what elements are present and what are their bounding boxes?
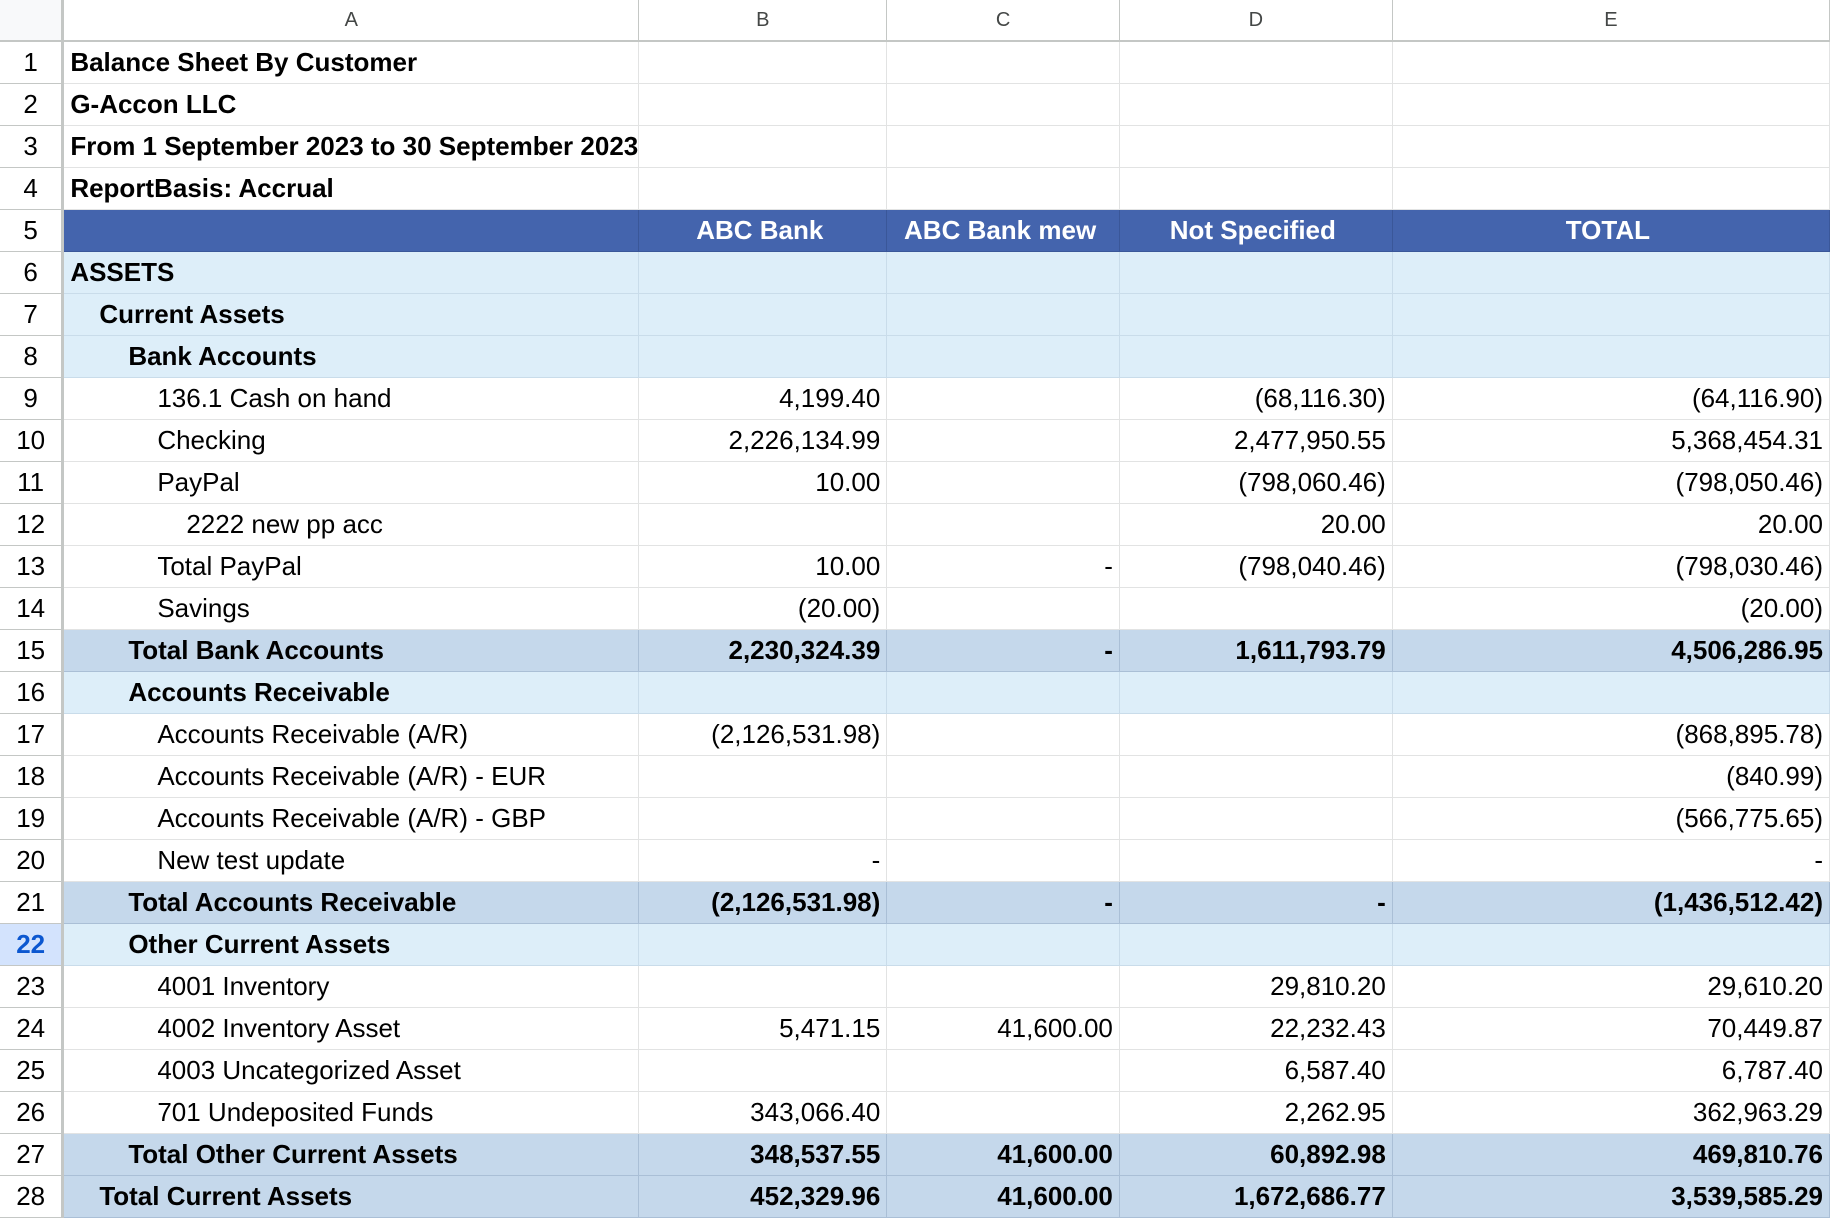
row-label-cell[interactable]: PayPal [63, 461, 639, 503]
table-row [0, 671, 1830, 713]
value-cell[interactable]: (2,126,531.98) [639, 881, 887, 923]
value-cell[interactable]: 4,199.40 [639, 377, 887, 419]
row-label-cell[interactable]: Bank Accounts [63, 335, 639, 377]
value-cell[interactable]: 1,672,686.77 [1119, 1175, 1392, 1217]
value-cell[interactable]: 70,449.87 [1392, 1007, 1829, 1049]
value-cell[interactable]: 29,610.20 [1392, 965, 1829, 1007]
row-label-cell[interactable]: Total Bank Accounts [63, 629, 639, 671]
table-row [0, 1091, 1830, 1133]
table-row [0, 839, 1830, 881]
value-cell[interactable] [639, 671, 887, 713]
value-cell[interactable] [887, 293, 1120, 335]
row-header[interactable]: 8 [0, 335, 63, 377]
value-cell[interactable]: (1,436,512.42) [1392, 881, 1829, 923]
row-label-cell[interactable]: Savings [63, 587, 639, 629]
value-cell[interactable]: Not Specified [1119, 209, 1392, 251]
value-cell[interactable] [639, 755, 887, 797]
value-cell[interactable] [639, 923, 887, 965]
row-header[interactable]: 11 [0, 461, 63, 503]
table-row [0, 1133, 1830, 1175]
row-label-cell[interactable]: Total Accounts Receivable [63, 881, 639, 923]
value-cell[interactable] [887, 83, 1120, 125]
table-row [0, 797, 1830, 839]
value-cell[interactable] [1392, 125, 1829, 167]
value-cell[interactable]: - [887, 545, 1120, 587]
value-cell[interactable]: 20.00 [1392, 503, 1829, 545]
value-cell[interactable] [887, 587, 1120, 629]
value-cell[interactable] [1392, 335, 1829, 377]
value-cell[interactable] [887, 377, 1120, 419]
value-cell[interactable] [1119, 41, 1392, 83]
column-header-row [0, 0, 1830, 41]
value-cell[interactable]: 5,368,454.31 [1392, 419, 1829, 461]
table-row [0, 125, 1830, 167]
table-row [0, 755, 1830, 797]
value-cell[interactable] [1119, 839, 1392, 881]
row-header[interactable]: 28 [0, 1175, 63, 1217]
value-cell[interactable]: - [639, 839, 887, 881]
value-cell[interactable]: 2,230,324.39 [639, 629, 887, 671]
column-header[interactable]: D [1119, 0, 1392, 41]
value-cell[interactable] [887, 503, 1120, 545]
row-header[interactable]: 16 [0, 671, 63, 713]
value-cell[interactable]: (798,040.46) [1119, 545, 1392, 587]
row-header[interactable]: 26 [0, 1091, 63, 1133]
row-header[interactable]: 5 [0, 209, 63, 251]
value-cell[interactable] [1392, 83, 1829, 125]
row-label-cell[interactable] [63, 209, 639, 251]
value-cell[interactable]: 362,963.29 [1392, 1091, 1829, 1133]
row-header[interactable]: 23 [0, 965, 63, 1007]
row-header[interactable]: 22 [0, 923, 63, 965]
value-cell[interactable] [639, 251, 887, 293]
value-cell[interactable] [887, 797, 1120, 839]
value-cell[interactable] [639, 41, 887, 83]
value-cell[interactable] [1119, 251, 1392, 293]
value-cell[interactable]: (798,050.46) [1392, 461, 1829, 503]
value-cell[interactable]: 2,226,134.99 [639, 419, 887, 461]
row-label-cell[interactable]: ASSETS [63, 251, 639, 293]
value-cell[interactable] [1119, 335, 1392, 377]
value-cell[interactable] [887, 335, 1120, 377]
table-row [0, 545, 1830, 587]
value-cell[interactable] [887, 839, 1120, 881]
value-cell[interactable] [639, 125, 887, 167]
value-cell[interactable] [887, 1049, 1120, 1091]
value-cell[interactable] [1119, 671, 1392, 713]
value-cell[interactable]: 469,810.76 [1392, 1133, 1829, 1175]
table-row [0, 41, 1830, 83]
row-label-cell[interactable]: Accounts Receivable (A/R) - EUR [63, 755, 639, 797]
value-cell[interactable]: 10.00 [639, 545, 887, 587]
row-label-cell[interactable]: Total Other Current Assets [63, 1133, 639, 1175]
value-cell[interactable]: 1,611,793.79 [1119, 629, 1392, 671]
value-cell[interactable] [1119, 755, 1392, 797]
value-cell[interactable] [1119, 125, 1392, 167]
row-header[interactable]: 12 [0, 503, 63, 545]
row-label-cell[interactable]: G-Accon LLC [63, 83, 639, 125]
table-row [0, 251, 1830, 293]
column-header[interactable]: E [1392, 0, 1829, 41]
row-label-cell[interactable]: 4001 Inventory [63, 965, 639, 1007]
value-cell[interactable]: (20.00) [639, 587, 887, 629]
row-header[interactable]: 17 [0, 713, 63, 755]
table-row [0, 923, 1830, 965]
row-header[interactable]: 3 [0, 125, 63, 167]
table-row [0, 335, 1830, 377]
value-cell[interactable] [887, 755, 1120, 797]
value-cell[interactable] [1119, 587, 1392, 629]
value-cell[interactable] [1119, 83, 1392, 125]
value-cell[interactable]: (64,116.90) [1392, 377, 1829, 419]
value-cell[interactable]: 29,810.20 [1119, 965, 1392, 1007]
value-cell[interactable]: (566,775.65) [1392, 797, 1829, 839]
table-row [0, 1049, 1830, 1091]
value-cell[interactable]: 3,539,585.29 [1392, 1175, 1829, 1217]
row-header[interactable]: 20 [0, 839, 63, 881]
table-row [0, 629, 1830, 671]
value-cell[interactable] [639, 83, 887, 125]
value-cell[interactable] [887, 923, 1120, 965]
row-label-cell[interactable]: From 1 September 2023 to 30 September 2023 [63, 125, 639, 167]
row-label-cell[interactable]: Balance Sheet By Customer [63, 41, 639, 83]
row-label-cell[interactable]: Accounts Receivable (A/R) - GBP [63, 797, 639, 839]
row-label-cell[interactable]: New test update [63, 839, 639, 881]
select-all-corner[interactable] [0, 0, 63, 41]
value-cell[interactable]: 452,329.96 [639, 1175, 887, 1217]
table-row [0, 461, 1830, 503]
value-cell[interactable]: (20.00) [1392, 587, 1829, 629]
row-header[interactable]: 24 [0, 1007, 63, 1049]
value-cell[interactable] [1119, 293, 1392, 335]
row-label-cell[interactable]: Other Current Assets [63, 923, 639, 965]
value-cell[interactable]: 348,537.55 [639, 1133, 887, 1175]
value-cell[interactable] [639, 1049, 887, 1091]
table-row [0, 965, 1830, 1007]
value-cell[interactable]: ABC Bank [639, 209, 887, 251]
table-row [0, 83, 1830, 125]
value-cell[interactable] [1392, 167, 1829, 209]
value-cell[interactable]: 22,232.43 [1119, 1007, 1392, 1049]
value-cell[interactable] [639, 167, 887, 209]
table-row [0, 881, 1830, 923]
table-row [0, 167, 1830, 209]
row-label-cell[interactable]: ReportBasis: Accrual [63, 167, 639, 209]
value-cell[interactable] [887, 251, 1120, 293]
value-cell[interactable]: 2,262.95 [1119, 1091, 1392, 1133]
value-cell[interactable]: 6,787.40 [1392, 1049, 1829, 1091]
column-header[interactable]: A [63, 0, 639, 41]
value-cell[interactable]: 41,600.00 [887, 1175, 1120, 1217]
value-cell[interactable]: (868,895.78) [1392, 713, 1829, 755]
value-cell[interactable] [639, 503, 887, 545]
row-label-cell[interactable]: 2222 new pp acc [63, 503, 639, 545]
value-cell[interactable] [1392, 41, 1829, 83]
value-cell[interactable] [887, 41, 1120, 83]
value-cell[interactable] [639, 965, 887, 1007]
row-header[interactable]: 18 [0, 755, 63, 797]
table-row [0, 1007, 1830, 1049]
row-label-cell[interactable]: 701 Undeposited Funds [63, 1091, 639, 1133]
value-cell[interactable]: (798,060.46) [1119, 461, 1392, 503]
row-label-cell[interactable]: Accounts Receivable [63, 671, 639, 713]
row-header[interactable]: 15 [0, 629, 63, 671]
value-cell[interactable] [639, 293, 887, 335]
value-cell[interactable] [1119, 167, 1392, 209]
column-header[interactable]: C [887, 0, 1120, 41]
value-cell[interactable]: 60,892.98 [1119, 1133, 1392, 1175]
value-cell[interactable] [887, 713, 1120, 755]
value-cell[interactable] [1119, 713, 1392, 755]
value-cell[interactable]: - [887, 629, 1120, 671]
row-label-cell[interactable]: 136.1 Cash on hand [63, 377, 639, 419]
table-row [0, 587, 1830, 629]
row-header[interactable]: 14 [0, 587, 63, 629]
value-cell[interactable]: - [1119, 881, 1392, 923]
row-label-cell[interactable]: 4003 Uncategorized Asset [63, 1049, 639, 1091]
value-cell[interactable] [887, 671, 1120, 713]
value-cell[interactable]: ABC Bank mew [887, 209, 1120, 251]
row-header[interactable]: 21 [0, 881, 63, 923]
value-cell[interactable]: - [1392, 839, 1829, 881]
value-cell[interactable]: (68,116.30) [1119, 377, 1392, 419]
value-cell[interactable]: (2,126,531.98) [639, 713, 887, 755]
row-header[interactable]: 13 [0, 545, 63, 587]
row-header[interactable]: 7 [0, 293, 63, 335]
row-header[interactable]: 4 [0, 167, 63, 209]
column-header[interactable]: B [639, 0, 887, 41]
row-header[interactable]: 25 [0, 1049, 63, 1091]
value-cell[interactable]: 10.00 [639, 461, 887, 503]
value-cell[interactable]: 5,471.15 [639, 1007, 887, 1049]
row-header[interactable]: 9 [0, 377, 63, 419]
row-header[interactable]: 19 [0, 797, 63, 839]
table-row [0, 419, 1830, 461]
value-cell[interactable] [887, 965, 1120, 1007]
row-label-cell[interactable]: Total Current Assets [63, 1175, 639, 1217]
row-label-cell[interactable]: Checking [63, 419, 639, 461]
value-cell[interactable]: 2,477,950.55 [1119, 419, 1392, 461]
row-label-cell[interactable]: 4002 Inventory Asset [63, 1007, 639, 1049]
value-cell[interactable] [887, 167, 1120, 209]
value-cell[interactable]: 20.00 [1119, 503, 1392, 545]
value-cell[interactable] [639, 335, 887, 377]
table-row [0, 713, 1830, 755]
value-cell[interactable] [639, 797, 887, 839]
table-row [0, 293, 1830, 335]
table-row [0, 209, 1830, 251]
row-header[interactable]: 6 [0, 251, 63, 293]
value-cell[interactable] [1392, 293, 1829, 335]
value-cell[interactable] [1119, 923, 1392, 965]
value-cell[interactable]: 343,066.40 [639, 1091, 887, 1133]
row-label-cell[interactable]: Current Assets [63, 293, 639, 335]
row-header[interactable]: 27 [0, 1133, 63, 1175]
value-cell[interactable]: - [887, 881, 1120, 923]
value-cell[interactable] [887, 1091, 1120, 1133]
grid-body [0, 41, 1830, 1217]
table-row [0, 1175, 1830, 1217]
row-header[interactable]: 2 [0, 83, 63, 125]
value-cell[interactable]: 6,587.40 [1119, 1049, 1392, 1091]
table-row [0, 503, 1830, 545]
value-cell[interactable] [887, 461, 1120, 503]
row-label-cell[interactable]: Accounts Receivable (A/R) [63, 713, 639, 755]
row-header[interactable]: 1 [0, 41, 63, 83]
value-cell[interactable] [1392, 671, 1829, 713]
value-cell[interactable] [887, 125, 1120, 167]
value-cell[interactable] [1392, 251, 1829, 293]
row-label-cell[interactable]: Total PayPal [63, 545, 639, 587]
value-cell[interactable]: (798,030.46) [1392, 545, 1829, 587]
value-cell[interactable]: 4,506,286.95 [1392, 629, 1829, 671]
value-cell[interactable]: 41,600.00 [887, 1133, 1120, 1175]
row-header[interactable]: 10 [0, 419, 63, 461]
value-cell[interactable] [1119, 797, 1392, 839]
table-row [0, 377, 1830, 419]
value-cell[interactable] [887, 419, 1120, 461]
value-cell[interactable]: TOTAL [1392, 209, 1829, 251]
value-cell[interactable] [1392, 923, 1829, 965]
value-cell[interactable]: (840.99) [1392, 755, 1829, 797]
value-cell[interactable]: 41,600.00 [887, 1007, 1120, 1049]
